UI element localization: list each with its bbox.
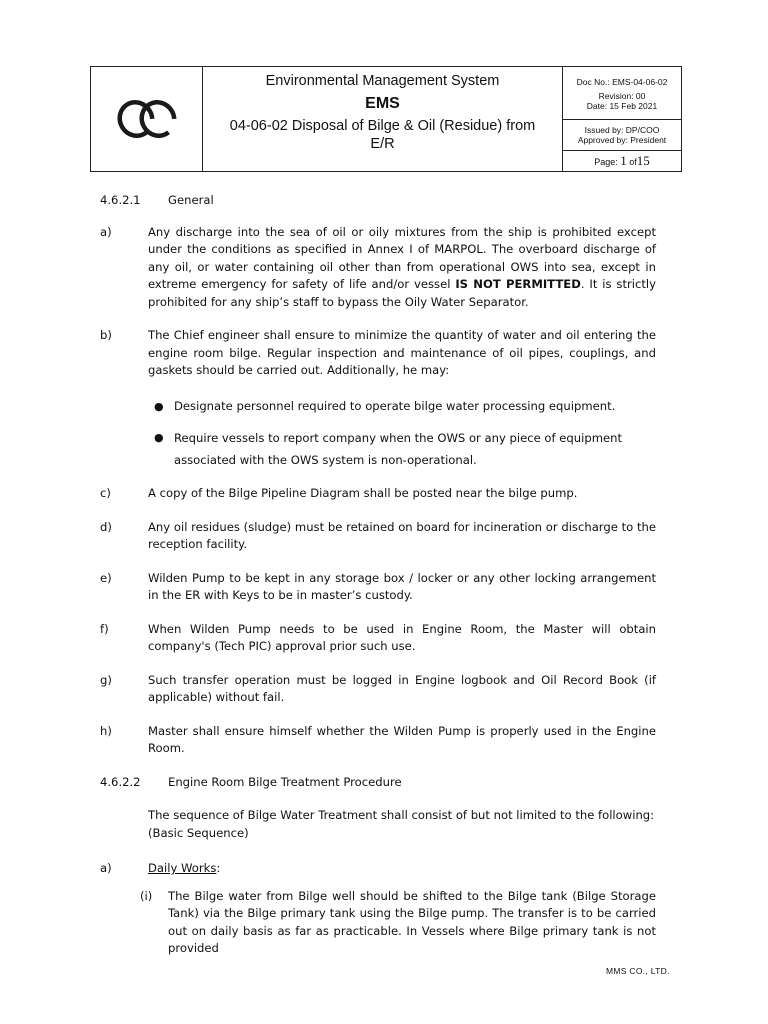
list-item: b) The Chief engineer shall ensure to minimize the quantity of water and oil entering the engine room bilge. Regular inspection and maintenance of oil pipes, couplings, and gaskets should be carried out. Additionally, he may: bbox=[100, 328, 656, 377]
header-doc-info bbox=[563, 67, 681, 171]
doc-date: Date: 15 Feb 2021 bbox=[586, 101, 658, 111]
emphasis-text: IS NOT PERMITTED bbox=[455, 277, 581, 291]
header-procedure-title: 04-06-02 Disposal of Bilge & Oil (Residue) from E/R bbox=[229, 118, 536, 152]
bullet-icon: ● bbox=[154, 431, 164, 444]
subsection-title: Daily Works bbox=[148, 861, 217, 875]
revision: Revision: 00 bbox=[598, 91, 646, 101]
section-heading bbox=[100, 192, 656, 210]
approved-by: Approved by: President bbox=[577, 135, 667, 145]
document-header bbox=[90, 66, 682, 172]
list-item: h) Master shall ensure himself whether the Wilden Pump is properly used in the Engine Room. bbox=[100, 723, 656, 755]
list-item: g) Such transfer operation must be logged in Engine logbook and Oil Record Book (if applicable) without fail. bbox=[100, 672, 656, 704]
list-item: a) Any discharge into the sea of oil or oily mixtures from the ship is prohibited except under the conditions as specified in Annex I of MARPOL. The overboard discharge of any oil, or water containing oil other than from operational OWS into sea, except in extreme emergency for safety of life and/or vessel IS NOT PERMITTED. It is strictly prohibited for any ship’s staff to bypass the Oily Water Separator. bbox=[100, 224, 656, 309]
section-number: 4.6.2.2 bbox=[100, 774, 141, 789]
page-label: Page: bbox=[594, 157, 618, 167]
page-number-cell bbox=[563, 151, 681, 171]
list-item: f) When Wilden Pump needs to be used in Engine Room, the Master will obtain company's (Tech PIC) approval prior such use. bbox=[100, 621, 656, 653]
header-system-title: Environmental Management System bbox=[265, 73, 500, 89]
doc-number-cell bbox=[563, 67, 681, 120]
list-item: c) A copy of the Bilge Pipeline Diagram shall be posted near the bilge pump. bbox=[100, 486, 578, 500]
page-current: 1 bbox=[620, 153, 627, 168]
section-intro: The sequence of Bilge Water Treatment shall consist of but not limited to the following: (Basic Sequence) bbox=[148, 808, 655, 840]
page-total: 15 bbox=[636, 153, 650, 168]
list-item: e) Wilden Pump to be kept in any storage box / locker or any other locking arrangement in the ER with Keys to be in master’s custody. bbox=[100, 570, 656, 602]
header-title-block bbox=[203, 67, 563, 171]
header-ems-title: EMS bbox=[365, 95, 400, 112]
bullet-item: ● Designate personnel required to operate bilge water processing equipment. bbox=[154, 398, 656, 416]
footer-company: MMS CO., LTD. bbox=[606, 966, 670, 976]
interlocking-rings-logo-icon bbox=[112, 99, 182, 139]
section-number: 4.6.2.1 bbox=[100, 193, 141, 207]
list-item: a) Daily Works: bbox=[100, 861, 221, 875]
page-of: of bbox=[629, 157, 637, 167]
bullet-item: ● Require vessels to report company when the OWS or any piece of equipment associated with the OWS system is non-operational. bbox=[154, 427, 656, 471]
company-logo bbox=[91, 67, 203, 171]
bullet-icon: ● bbox=[154, 399, 164, 413]
sub-list-item: (i) The Bilge water from Bilge well should be shifted to the Bilge tank (Bilge Storage Tank) via the Bilge primary tank using the Bilge pump. The transfer is to be carried out on daily basis as far as practicable. In Vessels where Bilge primary tank is not provided bbox=[140, 888, 656, 955]
section-title: General bbox=[168, 193, 214, 207]
list-item: d) Any oil residues (sludge) must be retained on board for incineration or discharge to the reception facility. bbox=[100, 519, 656, 551]
section-heading bbox=[100, 774, 656, 792]
issued-cell bbox=[563, 120, 681, 151]
doc-number: Doc No.: EMS-04-06-02 bbox=[576, 77, 668, 87]
document-body bbox=[100, 192, 656, 958]
issued-by: Issued by: DP/COO bbox=[584, 125, 660, 135]
section-title: Engine Room Bilge Treatment Procedure bbox=[168, 774, 402, 789]
